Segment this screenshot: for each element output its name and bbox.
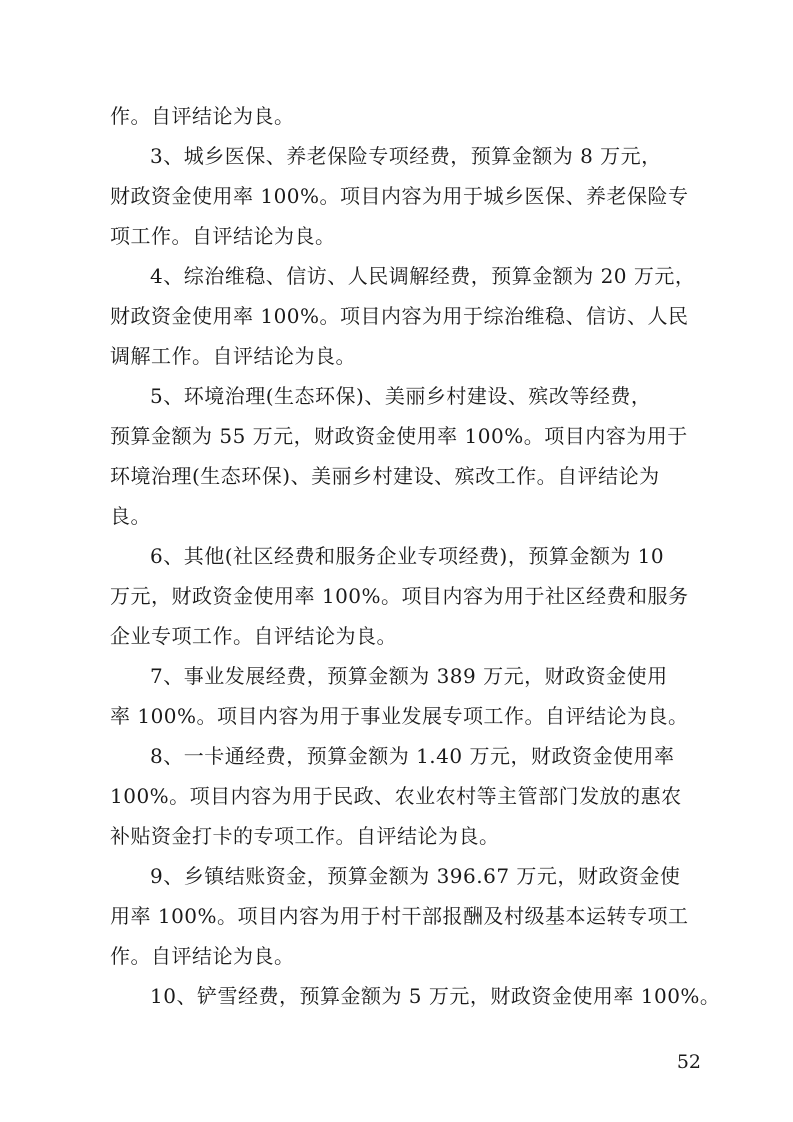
text-line: 100%。项目内容为用于民政、农业农村等主管部门发放的惠农 <box>110 784 682 808</box>
text-line: 补贴资金打卡的专项工作。自评结论为良。 <box>110 824 500 848</box>
text-line: 财政资金使用率 100%。项目内容为用于城乡医保、养老保险专 <box>110 184 689 208</box>
text-line: 10、铲雪经费，预算金额为 5 万元，财政资金使用率 100%。 <box>150 984 721 1008</box>
text-line: 环境治理(生态环保)、美丽乡村建设、殡改工作。自评结论为 <box>110 464 660 488</box>
text-line: 企业专项工作。自评结论为良。 <box>110 624 397 648</box>
text-line: 9、乡镇结账资金，预算金额为 396.67 万元，财政资金使 <box>150 864 681 888</box>
text-line: 预算金额为 55 万元，财政资金使用率 100%。项目内容为用于 <box>110 424 688 448</box>
text-line: 4、综治维稳、信访、人民调解经费，预算金额为 20 万元， <box>150 264 696 288</box>
page-number: 52 <box>676 1051 701 1073</box>
body-text <box>110 102 721 1022</box>
text-line: 调解工作。自评结论为良。 <box>110 344 356 368</box>
text-line: 良。 <box>110 504 151 528</box>
text-line: 3、城乡医保、养老保险专项经费，预算金额为 8 万元， <box>150 144 662 168</box>
text-line: 作。自评结论为良。 <box>110 944 295 968</box>
text-line: 8、一卡通经费，预算金额为 1.40 万元，财政资金使用率 <box>150 744 675 768</box>
text-line: 用率 100%。项目内容为用于村干部报酬及村级基本运转专项工 <box>110 904 689 928</box>
text-line: 作。自评结论为良。 <box>110 104 295 128</box>
text-line: 项工作。自评结论为良。 <box>110 224 336 248</box>
text-line: 6、其他(社区经费和服务企业专项经费)，预算金额为 10 <box>150 544 665 568</box>
text-line: 财政资金使用率 100%。项目内容为用于综治维稳、信访、人民 <box>110 304 689 328</box>
text-line: 5、环境治理(生态环保)、美丽乡村建设、殡改等经费， <box>150 384 652 408</box>
text-line: 率 100%。项目内容为用于事业发展专项工作。自评结论为良。 <box>110 704 689 728</box>
text-line: 7、事业发展经费，预算金额为 389 万元，财政资金使用 <box>150 664 668 688</box>
text-line: 万元，财政资金使用率 100%。项目内容为用于社区经费和服务 <box>110 584 689 608</box>
